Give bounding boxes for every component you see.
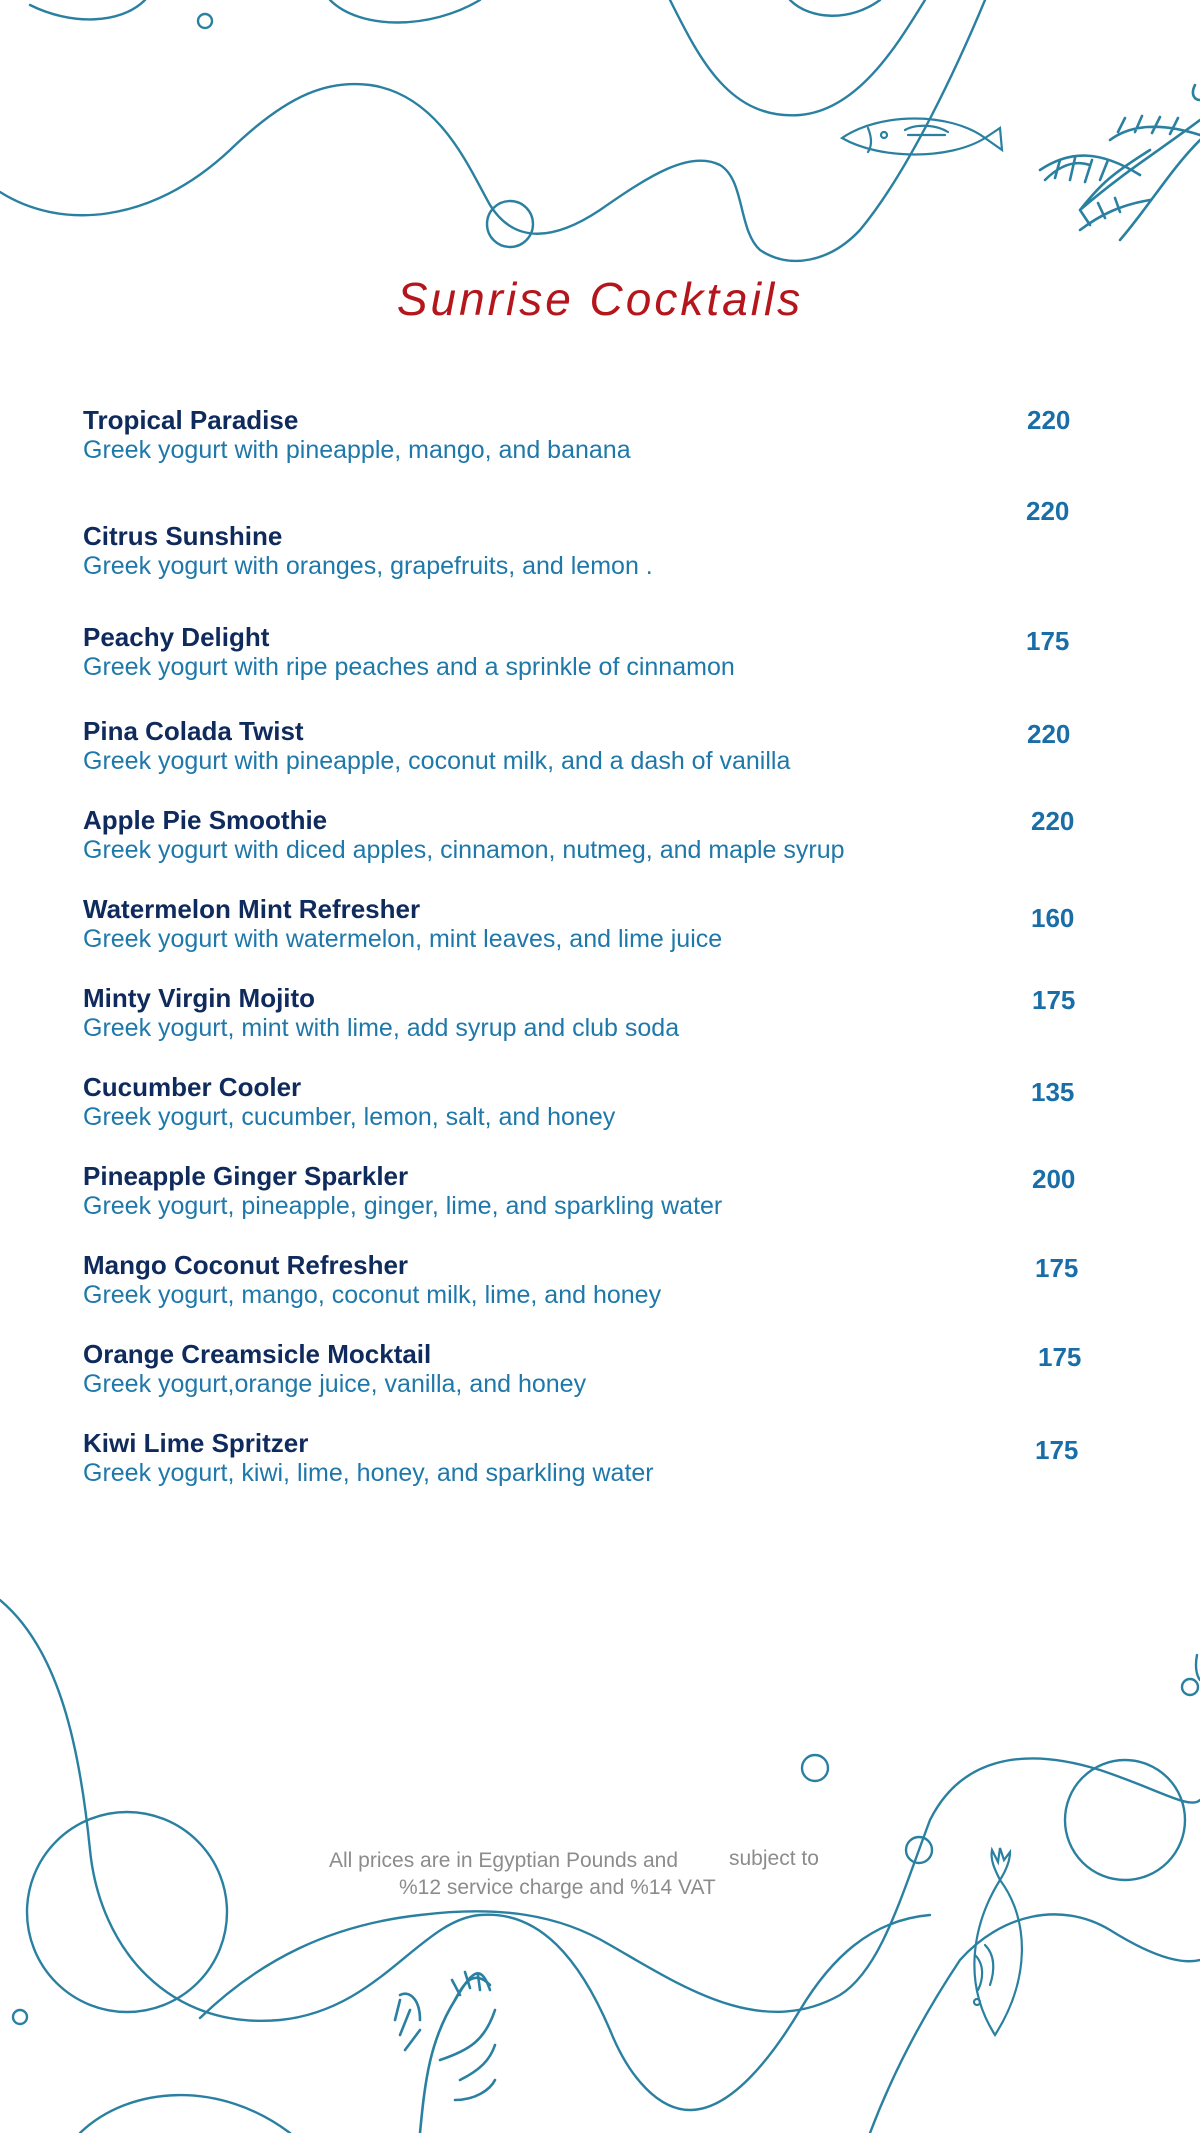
menu-item — [83, 405, 631, 465]
item-description: Greek yogurt, pineapple, ginger, lime, and sparkling water — [83, 1192, 723, 1220]
menu-item — [83, 983, 679, 1043]
menu-item — [83, 1072, 615, 1132]
menu-item — [83, 1161, 722, 1221]
menu-item — [83, 805, 845, 865]
item-name: Minty Virgin Mojito — [83, 983, 316, 1013]
footer-note-subject: subject to — [729, 1847, 819, 1870]
item-name: Orange Creamsicle Mocktail — [83, 1339, 432, 1369]
item-name: Peachy Delight — [83, 622, 270, 652]
item-description: Greek yogurt, kiwi, lime, honey, and sparkling water — [83, 1459, 654, 1487]
item-price: 220 — [1031, 806, 1075, 836]
menu-item — [83, 716, 790, 776]
item-name: Apple Pie Smoothie — [83, 805, 328, 835]
item-price: 200 — [1032, 1164, 1076, 1194]
item-description: Greek yogurt, mango, coconut milk, lime, and honey — [83, 1281, 662, 1309]
item-price: 175 — [1026, 626, 1070, 656]
item-name: Pineapple Ginger Sparkler — [83, 1161, 409, 1191]
seaweed-icon — [1040, 85, 1200, 240]
item-name: Kiwi Lime Spritzer — [83, 1428, 309, 1458]
item-name: Watermelon Mint Refresher — [83, 894, 421, 924]
item-description: Greek yogurt with watermelon, mint leaves, and lime juice — [83, 925, 723, 953]
item-price: 175 — [1032, 985, 1076, 1015]
item-price: 220 — [1027, 405, 1071, 435]
item-description: Greek yogurt with diced apples, cinnamon, nutmeg, and maple syrup — [83, 836, 845, 864]
item-name: Citrus Sunshine — [83, 521, 283, 551]
item-price: 175 — [1038, 1342, 1082, 1372]
item-description: Greek yogurt,orange juice, vanilla, and honey — [83, 1370, 587, 1398]
menu-item — [83, 1339, 586, 1399]
menu-item — [83, 1428, 654, 1488]
item-price: 135 — [1031, 1077, 1075, 1107]
item-name: Cucumber Cooler — [83, 1072, 302, 1102]
item-price: 175 — [1035, 1435, 1079, 1465]
menu-item — [83, 521, 653, 581]
item-description: Greek yogurt with pineapple, mango, and banana — [83, 436, 631, 464]
menu-item — [83, 1250, 661, 1310]
item-description: Greek yogurt, cucumber, lemon, salt, and honey — [83, 1103, 616, 1131]
item-description: Greek yogurt with oranges, grapefruits, and lemon . — [83, 552, 653, 580]
menu-item — [83, 622, 735, 682]
item-price: 175 — [1035, 1253, 1079, 1283]
fish-icon — [974, 1848, 1022, 2035]
item-description: Greek yogurt with pineapple, coconut milk, and a dash of vanilla — [83, 747, 791, 775]
item-description: Greek yogurt, mint with lime, add syrup and club soda — [83, 1014, 680, 1042]
menu-item — [83, 894, 722, 954]
seaweed-icon — [395, 1972, 495, 2133]
item-name: Mango Coconut Refresher — [83, 1250, 409, 1280]
item-name: Pina Colada Twist — [83, 716, 304, 746]
footer-note-line1: All prices are in Egyptian Pounds and — [329, 1849, 679, 1872]
item-description: Greek yogurt with ripe peaches and a sprinkle of cinnamon — [83, 653, 735, 681]
item-price: 160 — [1031, 903, 1075, 933]
footer-note-line2: %12 service charge and %14 VAT — [399, 1876, 716, 1899]
item-price: 220 — [1027, 719, 1071, 749]
menu-title: Sunrise Cocktails — [396, 273, 804, 325]
item-price: 220 — [1026, 496, 1070, 526]
item-name: Tropical Paradise — [83, 405, 299, 435]
fish-icon — [842, 119, 1002, 155]
